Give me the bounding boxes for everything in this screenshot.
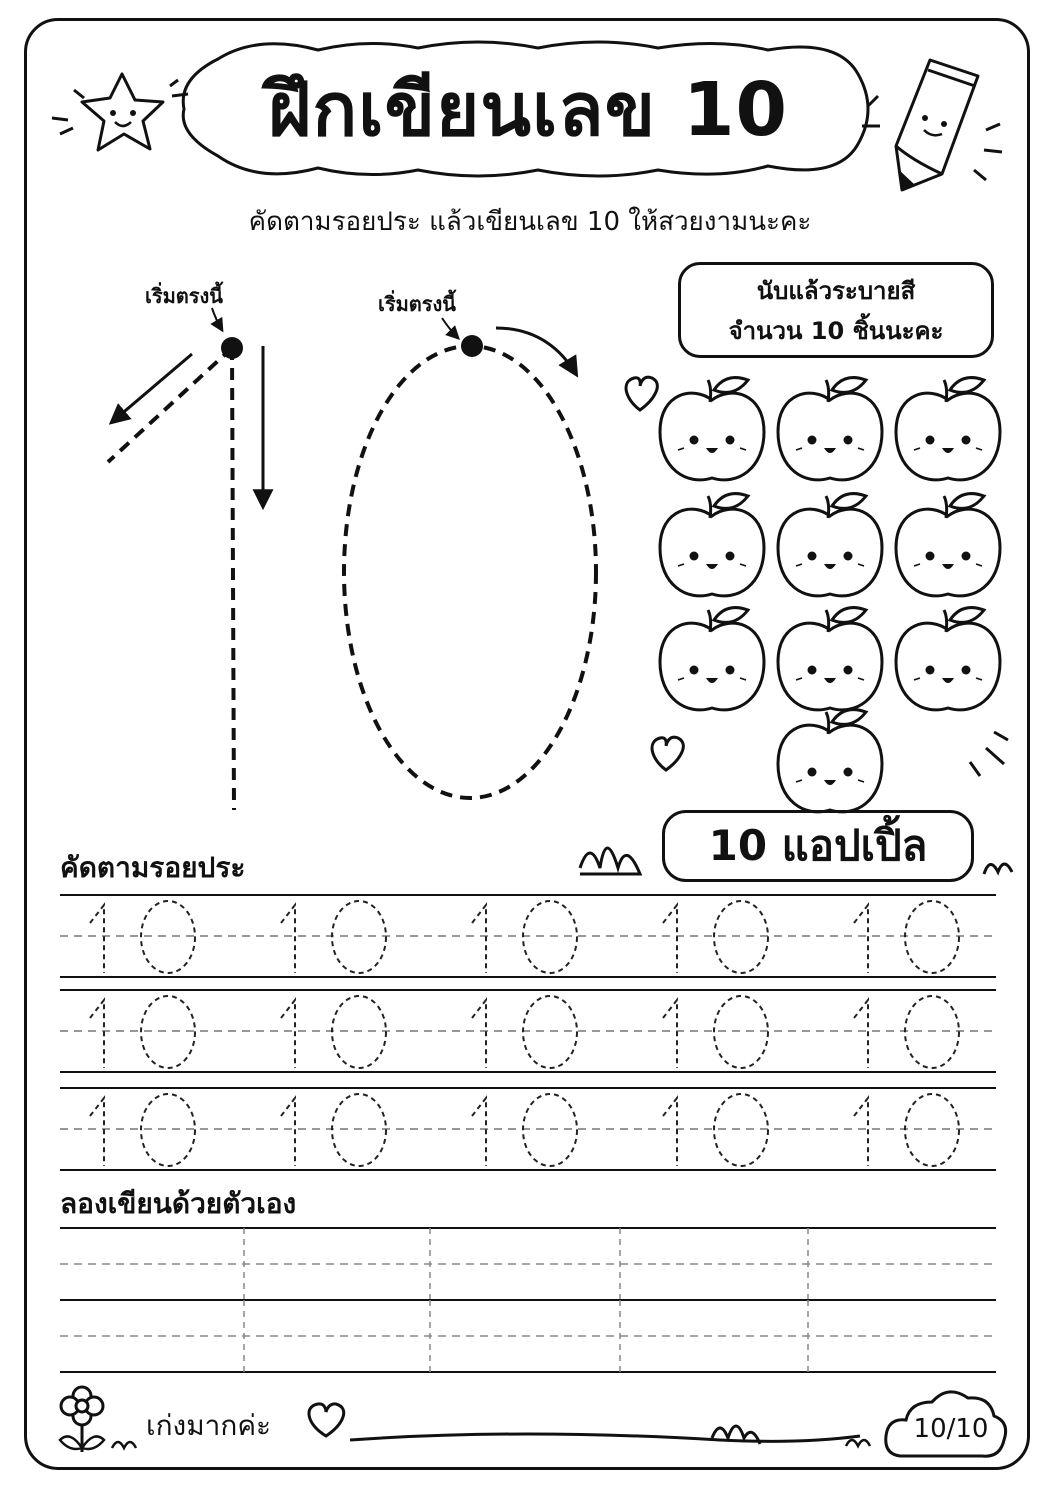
apple-count-label: 10 แอปเปิ้ล [662,810,974,882]
ground-line [350,1434,860,1441]
grass-icon [846,1440,870,1446]
counting-prompt-line1: นับแล้วระบายสี [756,277,916,305]
start-label-zero: เริ่มตรงนี้ [378,292,456,316]
praise-text: เก่งมากค่ะ [146,1409,272,1442]
free-section-heading: ลองเขียนด้วยตัวเอง [60,1187,297,1220]
page-title: ฝึกเขียนเลข 10 [268,67,788,153]
counting-prompt-line2: จำนวน 10 ชิ้นนะคะ [728,317,944,345]
page-number: 10/10 [913,1414,989,1444]
grass-icon [112,1442,136,1448]
trace-section-heading: คัดตามรอยประ [60,851,246,884]
instruction-text: คัดตามรอยประ แล้วเขียนเลข 10 ให้สวยงามนะคะ [248,207,812,237]
flower-icon [60,1387,104,1452]
heart-icon [309,1404,344,1436]
start-label-one: เริ่มตรงนี้ [145,284,223,308]
